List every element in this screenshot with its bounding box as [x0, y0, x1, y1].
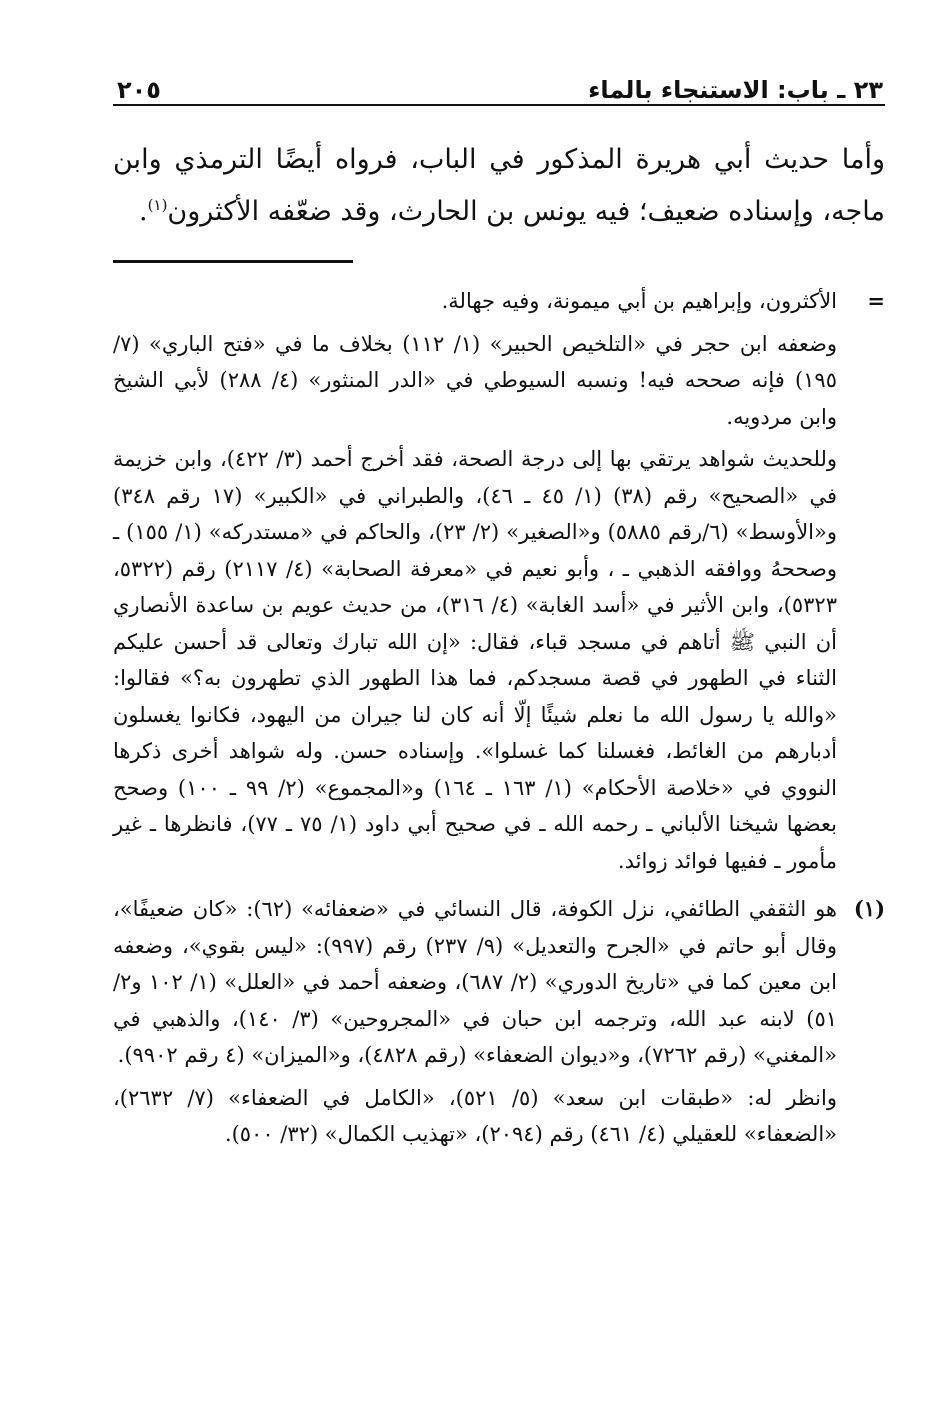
footnote-paragraph: الأكثرون، وإبراهيم بن أبي ميمونة، وفيه جهالة.	[441, 289, 837, 313]
footnote-reference: (١)	[147, 196, 168, 214]
footnote-paragraph: وضعفه ابن حجر في «التلخيص الحبير» (١/ ١١٢) بخلاف ما في «فتح الباري» (٧/ ١٩٥) فإنه صححه فيه! ونسبه السيوطي في «الدر المنثور» (٤/ ٢٨٨) لأبي الشيخ وابن مردويه.	[113, 331, 838, 429]
footnote-paragraph: وانظر له: «طبقات ابن سعد» (٥/ ٥٢١)، «الكامل في الضعفاء» (٧/ ٢٦٣٢)، «الضعفاء» للعقيلي (٤/ ٤٦١) رقم (٢٠٩٤)، «تهذيب الكمال» (٣٢/ ٥٠٠).	[113, 1085, 837, 1146]
footnote-separator	[113, 260, 353, 263]
chapter-title: ٢٣ ـ باب: الاستنجاء بالماء	[588, 76, 883, 104]
footnote-paragraph: هو الثقفي الطائفي، نزل الكوفة، قال النسائي في «ضعفائه» (٦٢): «كان ضعيفًا»، وقال أبو حاتم في «الجرح والتعديل» (٩/ ٢٣٧) رقم (٩٩٧): «ليس بقوي»، وضعفه ابن معين كما في «تاريخ الدوري» (٢/ ٦٨٧)، وضعفه أحمد في «العلل» (١/ ١٠٢ و٢/ ٥١) لابنه عبد الله، وترجمه ابن حبان في «المجروحين» (٣/ ١٤٠)، والذهبي في «المغني» (رقم ٧٢٦٢)، و«ديوان الضعفاء» (رقم ٤٨٢٨)، و«الميزان» (٤ رقم ٩٩٠٢).	[113, 897, 837, 1067]
running-header	[113, 60, 885, 106]
main-text-body: وأما حديث أبي هريرة المذكور في الباب، فرواه أيضًا الترمذي وابن ماجه، وإسناده ضعيف؛ فيه يونس بن الحارث، وقد ضعّفه الأكثرون	[113, 144, 885, 227]
book-page	[113, 60, 885, 1159]
main-text-end: .	[139, 196, 148, 227]
page-number: ٢٠٥	[117, 76, 161, 104]
footnote-1-marker: (١)	[853, 896, 885, 921]
main-paragraph	[113, 134, 885, 238]
footnote-continuation	[113, 283, 885, 879]
footnote-1	[113, 891, 885, 1153]
continuation-marker: =	[867, 288, 885, 313]
footnote-paragraph: وللحديث شواهد يرتقي بها إلى درجة الصحة، فقد أخرج أحمد (٣/ ٤٢٢)، وابن خزيمة في «الصحيح» رقم (٣٨) (١/ ٤٥ ـ ٤٦)، والطبراني في «الكبير» (١٧ رقم ٣٤٨) و«الأوسط» (٦/رقم ٥٨٨٥) و«الصغير» (٢/ ٢٣)، والحاكم في «مستدركه» (١/ ١٥٥) ـ وصححهُ ووافقه الذهبي ـ ، وأبو نعيم في «معرفة الصحابة» (٤/ ٢١١٧) رقم (٥٣٢٢، ٥٣٢٣)، وابن الأثير في «أسد الغابة» (٤/ ٣١٦)، من حديث عويم بن ساعدة الأنصاري أن النبي ﷺ أتاهم في مسجد قباء، فقال: «إن الله تبارك وتعالى قد أحسن عليكم الثناء في الطهور في قصة مسجدكم، فما هذا الطهور الذي تطهرون به؟» فقالوا: «والله يا رسول الله ما نعلم شيئًا إلّا أنه كان لنا جيران من اليهود، فكانوا يغسلون أدبارهم من الغائط، فغسلنا كما غسلوا». وإسناده حسن. وله شواهد أخرى ذكرها النووي في «خلاصة الأحكام» (١/ ١٦٣ ـ ١٦٤) و«المجموع» (٢/ ٩٩ ـ ١٠٠) وصحح بعضها شيخنا الألباني ـ رحمه الله ـ في صحيح أبي داود (١/ ٧٥ ـ ٧٧)، فانظرها ـ غير مأمور ـ ففيها فوائد زوائد.	[113, 447, 837, 873]
